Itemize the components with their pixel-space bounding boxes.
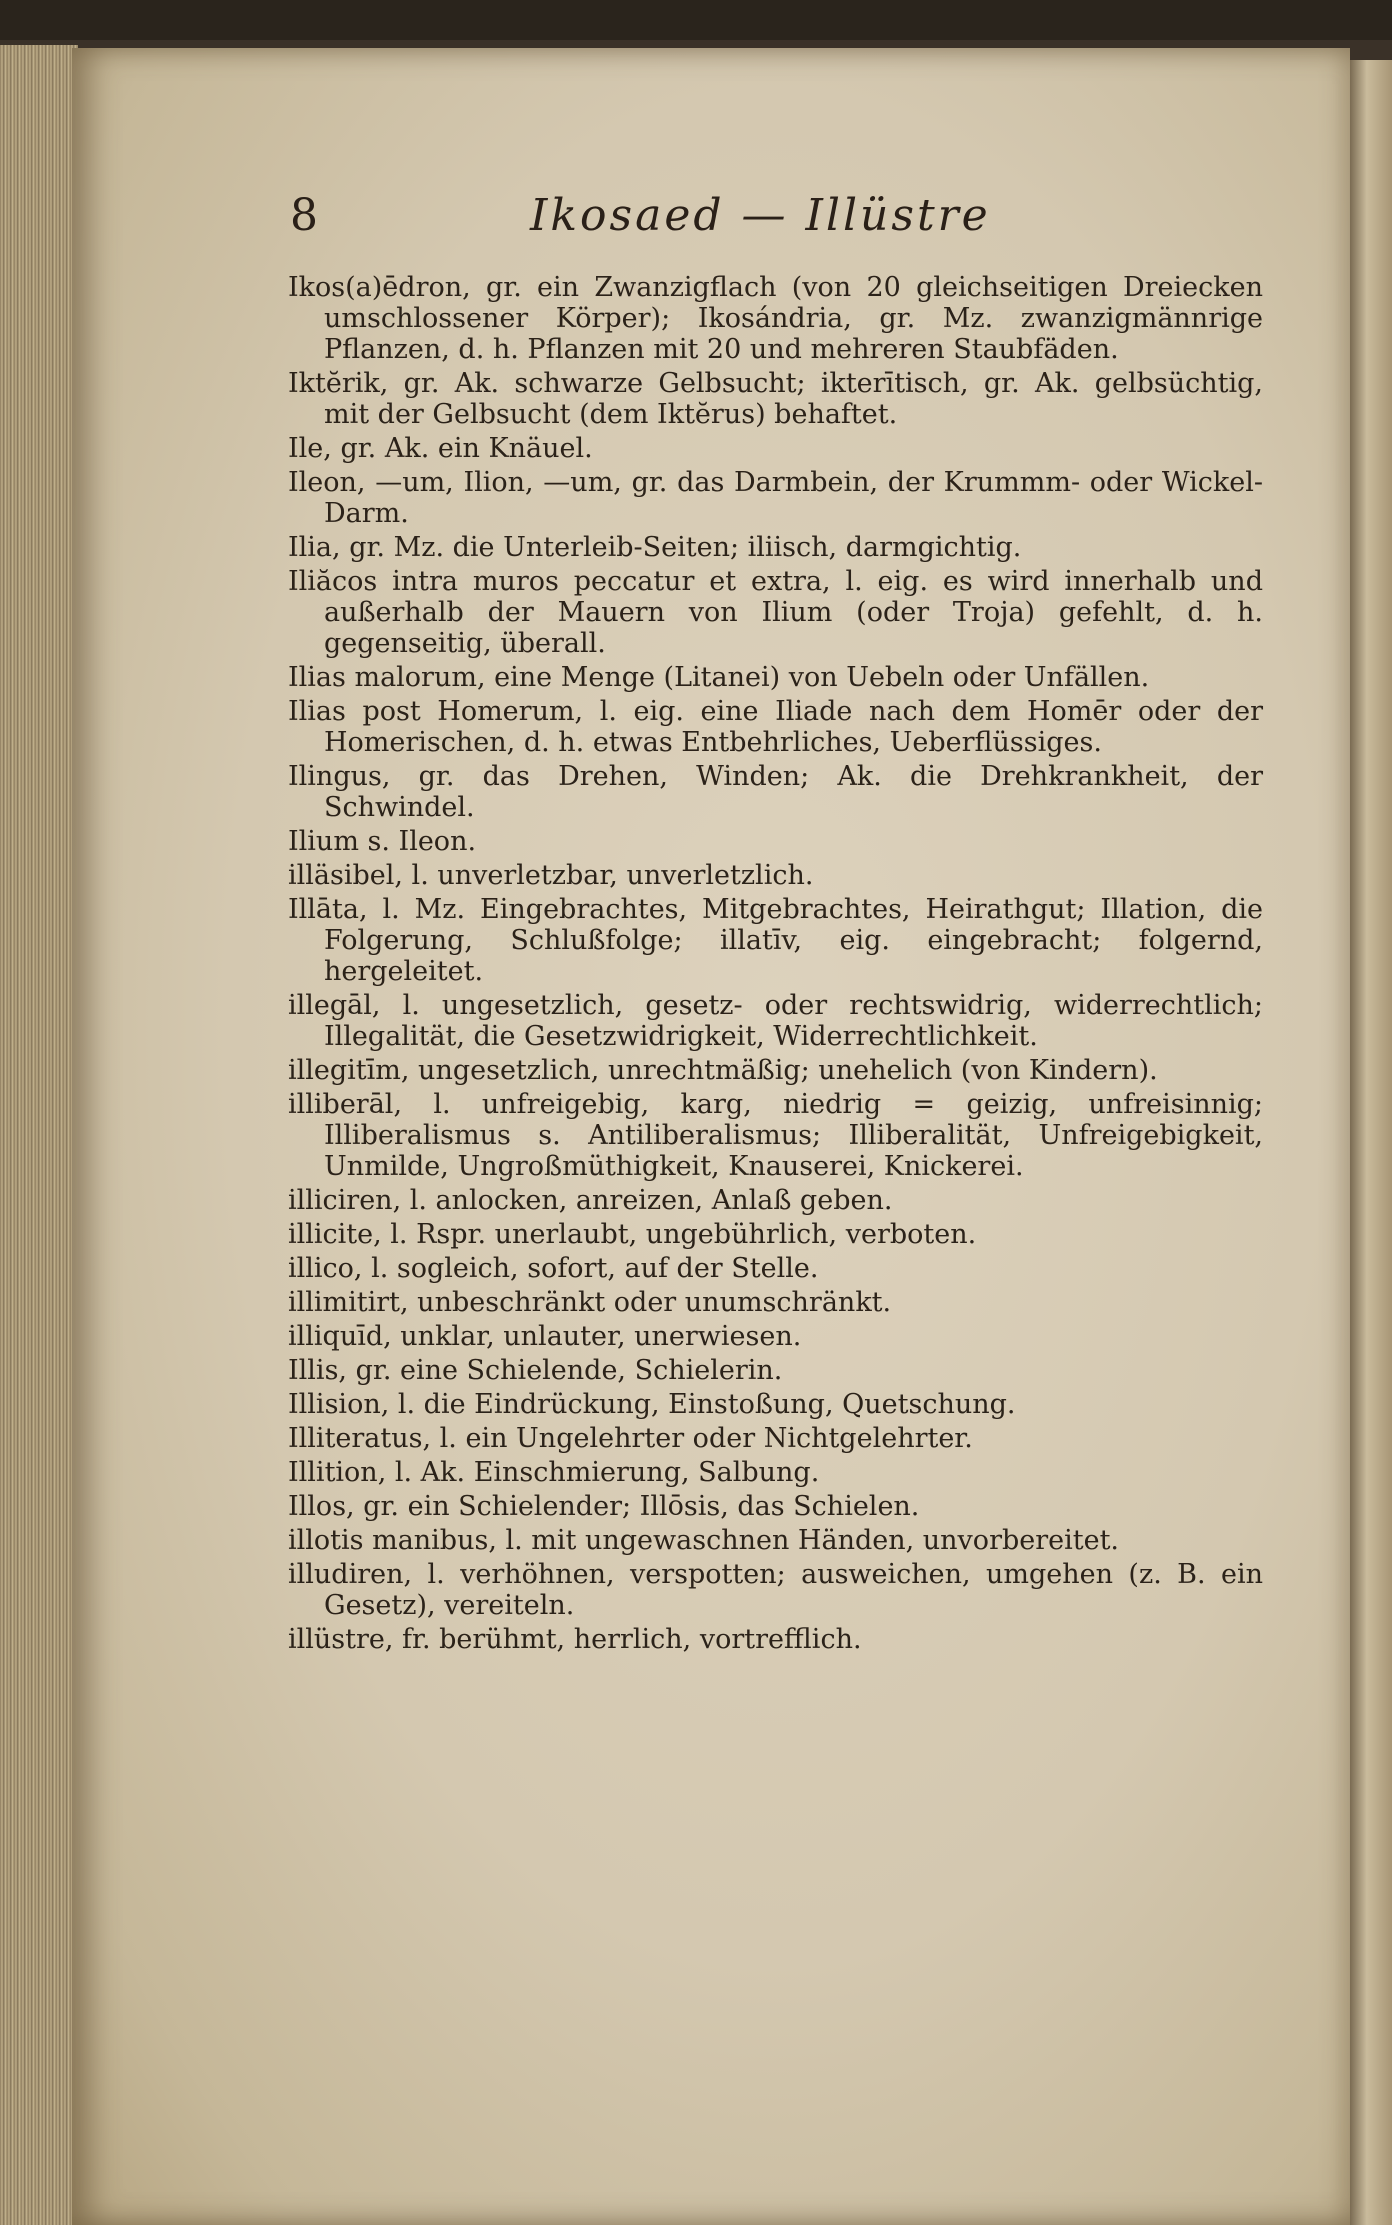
- dictionary-entry: illüstre, fr. berühmt, herrlich, vortrefflich.: [288, 1624, 862, 1655]
- dictionary-entry: Ikos(a)ēdron, gr. ein Zwanzigflach (von 20 gleichseitigen Dreiecken umschlossener Körper); Ikosándria, gr. Mz. zwanzigmännrige Pflanzen, d. h. Pflanzen mit 20 und mehreren Staubfäden.: [288, 272, 1263, 365]
- dictionary-entry: Ilias post Homerum, l. eig. eine Iliade nach dem Homēr oder der Homerischen, d. h. etwas Entbehrliches, Ueberflüssiges.: [288, 696, 1263, 758]
- dictionary-entry: Illis, gr. eine Schielende, Schielerin.: [288, 1355, 783, 1386]
- dictionary-entry: illiciren, l. anlocken, anreizen, Anlaß geben.: [288, 1185, 893, 1216]
- dictionary-entry: Ilia, gr. Mz. die Unterleib-Seiten; iliisch, darmgichtig.: [288, 532, 1022, 563]
- dictionary-entry: illiberāl, l. unfreigebig, karg, niedrig = geizig, unfreisinnig; Illiberalismus s. Antiliberalismus; Illiberalität, Unfreigebigkeit, Unmilde, Ungroßmüthigkeit, Knauserei, Knickerei.: [288, 1089, 1263, 1182]
- dictionary-entry: illudiren, l. verhöhnen, verspotten; ausweichen, umgehen (z. B. ein Gesetz), vereiteln.: [288, 1559, 1263, 1621]
- dictionary-entry: illiquīd, unklar, unlauter, unerwiesen.: [288, 1321, 802, 1352]
- dictionary-column: [288, 272, 1263, 1658]
- dictionary-entry: illico, l. sogleich, sofort, auf der Stelle.: [288, 1253, 819, 1284]
- dictionary-entry: Ilium s. Ileon.: [288, 826, 477, 857]
- dictionary-entry: Ileon, —um, Ilion, —um, gr. das Darmbein, der Krummm- oder Wickel-Darm.: [288, 467, 1263, 529]
- dictionary-entry: Iliăcos intra muros peccatur et extra, l. eig. es wird innerhalb und außerhalb der Mauern von Ilium (oder Troja) gefehlt, d. h. gegenseitig, überall.: [288, 566, 1263, 659]
- book-right-edge: [1350, 60, 1392, 2225]
- dictionary-entry: Iktĕrik, gr. Ak. schwarze Gelbsucht; ikterītisch, gr. Ak. gelbsüchtig, mit der Gelbsucht (dem Iktĕrus) behaftet.: [288, 368, 1263, 430]
- dictionary-entry: Illision, l. die Eindrückung, Einstoßung, Quetschung.: [288, 1389, 1016, 1420]
- page-header: [290, 190, 1030, 250]
- dictionary-entry: Ilingus, gr. das Drehen, Winden; Ak. die Drehkrankheit, der Schwindel.: [288, 761, 1263, 823]
- page-number: 8: [290, 190, 318, 241]
- dictionary-entry: Illos, gr. ein Schielender; Illōsis, das Schielen.: [288, 1491, 920, 1522]
- dictionary-entry: Illiteratus, l. ein Ungelehrter oder Nichtgelehrter.: [288, 1423, 973, 1454]
- running-head: Ikosaed — Illüstre: [530, 190, 991, 241]
- page-edges: [0, 45, 78, 2225]
- dictionary-entry: Illāta, l. Mz. Eingebrachtes, Mitgebrachtes, Heirathgut; Illation, die Folgerung, Schlußfolge; illatīv, eig. eingebracht; folgernd, hergeleitet.: [288, 894, 1263, 987]
- dictionary-entry: illimitirt, unbeschränkt oder unumschränkt.: [288, 1287, 892, 1318]
- dictionary-entry: Ile, gr. Ak. ein Knäuel.: [288, 433, 593, 464]
- dictionary-entry: Ilias malorum, eine Menge (Litanei) von Uebeln oder Unfällen.: [288, 662, 1150, 693]
- dictionary-entry: illegāl, l. ungesetzlich, gesetz- oder rechtswidrig, widerrechtlich; Illegalität, die Gesetzwidrigkeit, Widerrechtlichkeit.: [288, 990, 1263, 1052]
- dictionary-entry: illotis manibus, l. mit ungewaschnen Händen, unvorbereitet.: [288, 1525, 1120, 1556]
- dictionary-entry: illegitīm, ungesetzlich, unrechtmäßig; unehelich (von Kindern).: [288, 1055, 1158, 1086]
- dictionary-entry: Illition, l. Ak. Einschmierung, Salbung.: [288, 1457, 820, 1488]
- dictionary-entry: illicite, l. Rspr. unerlaubt, ungebührlich, verboten.: [288, 1219, 977, 1250]
- dictionary-entry: illäsibel, l. unverletzbar, unverletzlich.: [288, 860, 814, 891]
